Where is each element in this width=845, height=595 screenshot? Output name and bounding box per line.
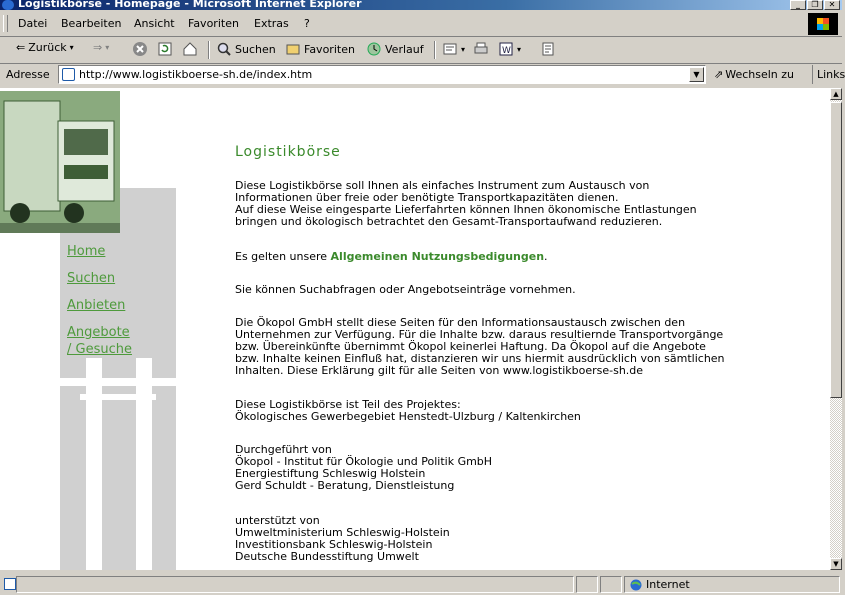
menu-bar bbox=[0, 12, 842, 37]
search-info-text: Sie können Suchabfragen oder Angebotseinträge vornehmen. bbox=[235, 283, 576, 296]
windows-logo-icon bbox=[808, 13, 838, 35]
address-bar bbox=[0, 63, 845, 86]
home-icon bbox=[182, 41, 198, 57]
favorites-button[interactable] bbox=[285, 41, 355, 57]
back-dropdown-icon[interactable]: ▾ bbox=[69, 43, 74, 52]
page-icon bbox=[62, 68, 75, 81]
home-button[interactable] bbox=[182, 41, 198, 57]
go-label: Wechseln zu bbox=[725, 68, 795, 81]
close-button[interactable]: ✕ bbox=[824, 0, 840, 10]
status-text-panel bbox=[16, 576, 574, 593]
globe-icon bbox=[630, 579, 642, 591]
window-title: Logistikbörse - Homepage - Microsoft Internet Explorer bbox=[18, 0, 362, 10]
history-label: Verlauf bbox=[385, 42, 424, 56]
terms-suffix: . bbox=[544, 250, 548, 263]
mail-dropdown-icon[interactable]: ▾ bbox=[461, 44, 466, 54]
status-bar bbox=[0, 574, 842, 595]
address-field[interactable] bbox=[58, 65, 706, 84]
intro-text: Diese Logistikbörse soll Ihnen als einfaches Instrument zum Austausch von Informationen über freie oder benötigte Transportkapazitäten dienen. Auf diese Weise eingesparte Lieferfahrten können Ihnen ökonomische Entlastungen bringen und ökologisch betrachtet den Gesamt-Transportaufwand reduzieren. bbox=[235, 179, 697, 228]
nav-anbieten-link[interactable]: Anbieten bbox=[67, 298, 126, 313]
back-label: Zurück bbox=[28, 41, 67, 54]
project-text: Diese Logistikbörse ist Teil des Projektes: Ökologisches Gewerbegebiet Henstedt-Ulzburg / Kaltenkirchen bbox=[235, 398, 581, 423]
terms-prefix: Es gelten unsere bbox=[235, 250, 331, 263]
forward-dropdown-icon[interactable]: ▾ bbox=[105, 43, 110, 52]
menu-bearbeiten[interactable]: Bearbeiten bbox=[61, 17, 122, 30]
discuss-button[interactable] bbox=[540, 41, 556, 57]
back-button[interactable] bbox=[16, 41, 74, 54]
scroll-down-icon[interactable]: ▼ bbox=[830, 558, 842, 570]
toolbar-separator bbox=[208, 41, 210, 59]
mail-icon bbox=[442, 41, 458, 57]
menu-extras[interactable]: Extras bbox=[254, 17, 289, 30]
stop-button[interactable] bbox=[132, 41, 148, 57]
decorative-pylon-graphic bbox=[60, 358, 176, 570]
search-button[interactable] bbox=[216, 41, 276, 57]
search-label: Suchen bbox=[235, 42, 276, 56]
menu-ansicht[interactable]: Ansicht bbox=[134, 17, 175, 30]
page-content bbox=[0, 88, 830, 570]
favorites-label: Favoriten bbox=[304, 42, 355, 56]
toolbar bbox=[0, 37, 842, 64]
title-bar bbox=[0, 0, 842, 10]
window-controls bbox=[790, 0, 840, 10]
nav-gesuche-link[interactable]: / Gesuche bbox=[67, 342, 132, 357]
mail-button[interactable] bbox=[442, 41, 465, 57]
nav-angebote-link[interactable]: Angebote bbox=[67, 325, 130, 340]
search-icon bbox=[216, 41, 232, 57]
vertical-scrollbar[interactable] bbox=[830, 88, 842, 570]
minimize-button[interactable]: _ bbox=[790, 0, 806, 10]
zone-label: Internet bbox=[646, 578, 690, 591]
edit-button[interactable] bbox=[498, 41, 521, 57]
address-dropdown-icon[interactable]: ▼ bbox=[689, 67, 704, 82]
refresh-button[interactable] bbox=[157, 41, 173, 57]
menubar-grip[interactable] bbox=[3, 15, 8, 32]
scroll-thumb[interactable] bbox=[830, 102, 842, 398]
truck-photo bbox=[0, 91, 120, 233]
maximize-button[interactable]: ❐ bbox=[807, 0, 823, 10]
ie-icon bbox=[2, 0, 14, 10]
forward-arrow-icon: ⇒ bbox=[93, 41, 103, 54]
page-status-icon bbox=[4, 578, 16, 590]
address-url[interactable]: http://www.logistikboerse-sh.de/index.htm bbox=[79, 68, 313, 81]
address-label: Adresse bbox=[6, 68, 50, 81]
nav-home-link[interactable]: Home bbox=[67, 244, 106, 259]
refresh-icon bbox=[157, 41, 173, 57]
scroll-up-icon[interactable]: ▲ bbox=[830, 88, 842, 100]
print-icon bbox=[473, 41, 489, 57]
history-icon bbox=[366, 41, 382, 57]
svg-text:W: W bbox=[502, 46, 511, 56]
disclaimer-text: Die Ökopol GmbH stellt diese Seiten für den Informationsaustausch zwischen den Unternehmen zur Verfügung. Für die Inhalte bzw. daraus resultiernde Transportvorgänge bzw. Übereinkünfte übernimmt Ökopol keinerlei Haftung. Da Ökopol auf die Angebote bzw. Inhalte keinen Einfluß hat, distanzieren wir uns hiermit ausdrücklich von sämtlichen Inhalten. Diese Erklärung gilt für alle Seiten von www.logistikboerse-sh.de bbox=[235, 316, 725, 377]
history-button[interactable] bbox=[366, 41, 424, 57]
links-button[interactable]: Links bbox=[812, 65, 845, 84]
menu-datei[interactable]: Datei bbox=[18, 17, 48, 30]
page-heading: Logistikbörse bbox=[235, 144, 341, 160]
terms-link[interactable]: Allgemeinen Nutzungsbedigungen bbox=[330, 250, 545, 263]
supported-by-text: unterstützt von Umweltministerium Schleswig-Holstein Investitionsbank Schleswig-Holstein Deutsche Bundesstiftung Umwelt bbox=[235, 514, 450, 563]
status-panel bbox=[576, 576, 598, 593]
discuss-icon bbox=[540, 41, 556, 57]
status-panel bbox=[600, 576, 622, 593]
zone-panel bbox=[624, 576, 840, 593]
forward-button[interactable] bbox=[93, 41, 109, 54]
conducted-by-text: Durchgeführt von Ökopol - Institut für Ökologie und Politik GmbH Energiestiftung Schleswig Holstein Gerd Schuldt - Beratung, Dienstleistung bbox=[235, 443, 493, 492]
toolbar-separator bbox=[434, 41, 436, 59]
print-button[interactable] bbox=[473, 41, 489, 57]
menu-help[interactable]: ? bbox=[304, 17, 310, 30]
favorites-folder-icon bbox=[285, 41, 301, 57]
nav-suchen-link[interactable]: Suchen bbox=[67, 271, 116, 286]
terms-paragraph bbox=[235, 251, 548, 263]
word-edit-icon bbox=[498, 41, 514, 57]
go-arrow-icon: ⇗ bbox=[714, 68, 724, 81]
menu-favoriten[interactable]: Favoriten bbox=[188, 17, 239, 30]
stop-icon bbox=[132, 41, 148, 57]
back-arrow-icon: ⇐ bbox=[16, 41, 26, 54]
edit-dropdown-icon[interactable]: ▾ bbox=[517, 44, 522, 54]
go-button[interactable] bbox=[714, 68, 794, 81]
